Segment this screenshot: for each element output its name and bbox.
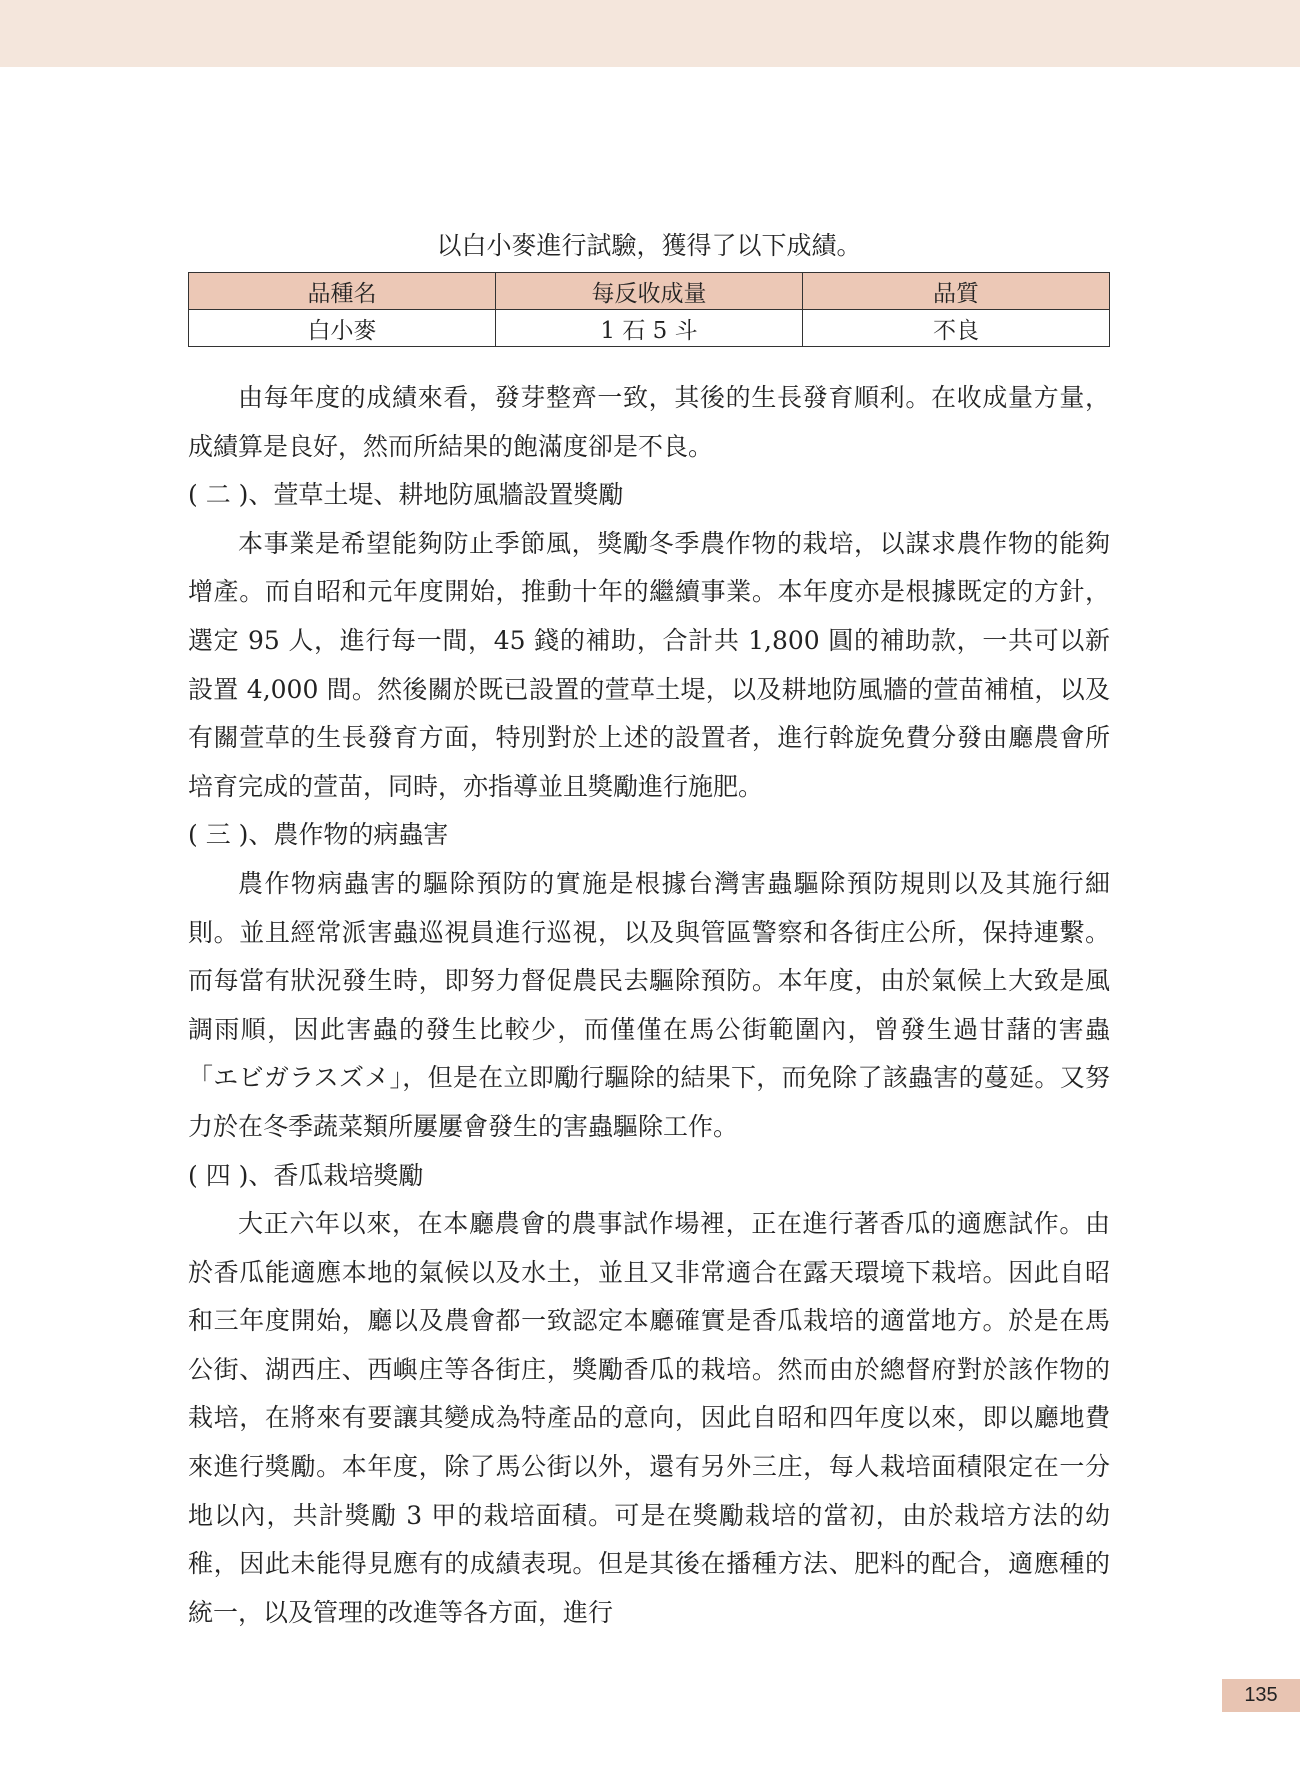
cell-quality: 不良	[803, 310, 1110, 347]
cell-yield: 1 石 5 斗	[496, 310, 803, 347]
section-heading-melon: ( 四 )、香瓜栽培獎勵	[188, 1160, 424, 1190]
page-number: 135	[1222, 1679, 1300, 1712]
cell-variety: 白小麥	[189, 310, 496, 347]
paragraph-windbreak: 本事業是希望能夠防止季節風，獎勵冬季農作物的栽培，以謀求農作物的能夠增產。而自昭和元年度開始，推動十年的繼續事業。本年度亦是根據既定的方針，選定 95 人，進行每一間，45 錢的補助，合計共 1,800 圓的補助款，一共可以新設置 4,000 間。然後關於既已設置的萱草土堤，以及耕地防風牆的萱苗補植，以及有關萱草的生長發育方面，特別對於上述的設置者，進行斡旋免費分發由廳農會所培育完成的萱苗，同時，亦指導並且獎勵進行施肥。	[188, 528, 1110, 801]
paragraph-pests: 農作物病蟲害的驅除預防的實施是根據台灣害蟲驅除預防規則以及其施行細則。並且經常派害蟲巡視員進行巡視，以及與管區警察和各街庄公所，保持連繫。而每當有狀況發生時，即努力督促農民去驅除預防。本年度，由於氣候上大致是風調雨順，因此害蟲的發生比較少，而僅僅在馬公街範圍內，曾發生過甘藷的害蟲「エビガラスズメ」，但是在立即勵行驅除的結果下，而免除了該蟲害的蔓延。又努力於在冬季蔬菜類所屢屢會發生的害蟲驅除工作。	[188, 868, 1110, 1141]
table-row	[189, 310, 1110, 347]
column-header-quality: 品質	[803, 273, 1110, 310]
results-table	[188, 272, 1110, 347]
section-heading-pests: ( 三 )、農作物的病蟲害	[188, 820, 449, 850]
paragraph-melon: 大正六年以來，在本廳農會的農事試作場裡，正在進行著香瓜的適應試作。由於香瓜能適應本地的氣候以及水土，並且又非常適合在露天環境下栽培。因此自昭和三年度開始，廳以及農會都一致認定本廳確實是香瓜栽培的適當地方。於是在馬公街、湖西庄、西嶼庄等各街庄，獎勵香瓜的栽培。然而由於總督府對於該作物的栽培，在將來有要讓其變成為特產品的意向，因此自昭和四年度以來，即以廳地費來進行獎勵。本年度，除了馬公街以外，還有另外三庄，每人栽培面積限定在一分地以內，共計獎勵 3 甲的栽培面積。可是在獎勵栽培的當初，由於栽培方法的幼稚，因此未能得見應有的成績表現。但是其後在播種方法、肥料的配合，適應種的統一，以及管理的改進等各方面，進行	[188, 1209, 1110, 1627]
table-header-row	[189, 273, 1110, 310]
main-content	[188, 374, 1110, 1637]
paragraph-results: 由每年度的成績來看，發芽整齊一致，其後的生長發育順利。在收成量方量，成績算是良好，然而所結果的飽滿度卻是不良。	[188, 383, 1110, 461]
header-band	[0, 0, 1300, 67]
section-heading-windbreak: ( 二 )、萱草土堤、耕地防風牆設置獎勵	[188, 480, 624, 510]
column-header-variety: 品種名	[189, 273, 496, 310]
column-header-yield: 每反收成量	[496, 273, 803, 310]
table-caption: 以白小麥進行試驗，獲得了以下成績。	[436, 231, 862, 260]
